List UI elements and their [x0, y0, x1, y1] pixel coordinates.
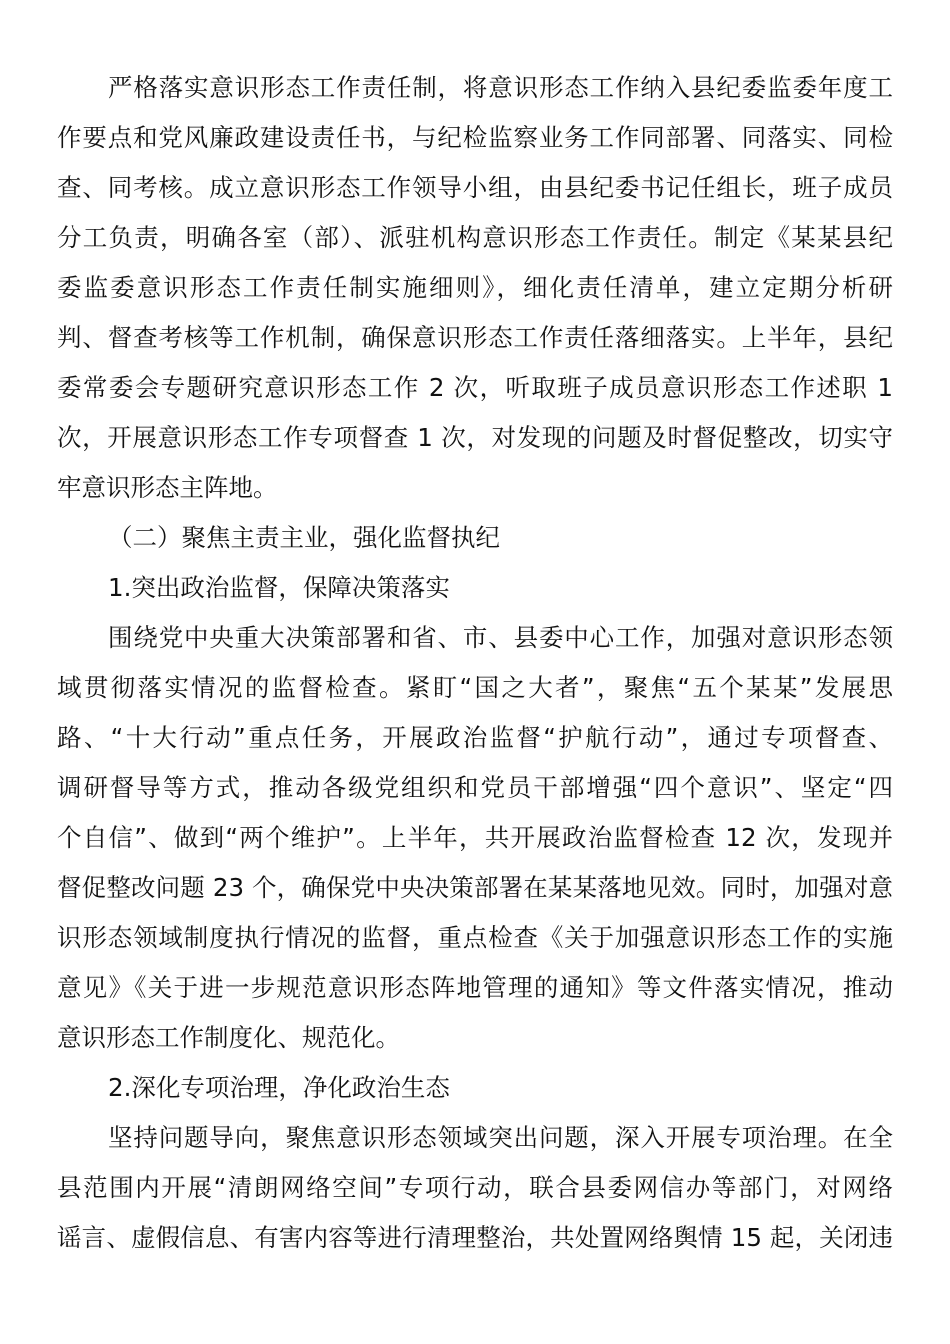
text-line: 谣言、虚假信息、有害内容等进行清理整治，共处置网络舆情 15 起，关闭违 [57, 1223, 893, 1252]
text-line: 次，开展意识形态工作专项督查 1 次，对发现的问题及时督促整改，切实守 [57, 423, 893, 452]
text-line: 围绕党中央重大决策部署和省、市、县委中心工作，加强对意识形态领 [108, 623, 893, 652]
text-line: 分工负责，明确各室（部）、派驻机构意识形态工作责任。制定《某某县纪 [57, 223, 893, 252]
section-heading: （二）聚焦主责主业，强化监督执纪 [108, 523, 500, 552]
subsection-heading: 1.突出政治监督，保障决策落实 [108, 573, 450, 602]
text-line: 县范围内开展“清朗网络空间”专项行动，联合县委网信办等部门，对网络 [57, 1173, 893, 1202]
text-line: 督促整改问题 23 个，确保党中央决策部署在某某落地见效。同时，加强对意 [57, 873, 893, 902]
text-line: 严格落实意识形态工作责任制，将意识形态工作纳入县纪委监委年度工 [108, 73, 893, 102]
text-line: 委常委会专题研究意识形态工作 2 次，听取班子成员意识形态工作述职 1 [57, 373, 893, 402]
text-line: 牢意识形态主阵地。 [57, 473, 278, 502]
text-line: 意识形态工作制度化、规范化。 [57, 1023, 400, 1052]
text-line: 域贯彻落实情况的监督检查。紧盯“国之大者”，聚焦“五个某某”发展思 [57, 673, 893, 702]
subsection-heading: 2.深化专项治理，净化政治生态 [108, 1073, 450, 1102]
text-line: 个自信”、做到“两个维护”。上半年，共开展政治监督检查 12 次，发现并 [57, 823, 893, 852]
text-line: 路、“十大行动”重点任务，开展政治监督“护航行动”，通过专项督查、 [57, 723, 893, 752]
text-line: 查、同考核。成立意识形态工作领导小组，由县纪委书记任组长，班子成员 [57, 173, 893, 202]
text-line: 坚持问题导向，聚焦意识形态领域突出问题，深入开展专项治理。在全 [108, 1123, 893, 1152]
text-line: 调研督导等方式，推动各级党组织和党员干部增强“四个意识”、坚定“四 [57, 773, 893, 802]
text-line: 意见》《关于进一步规范意识形态阵地管理的通知》等文件落实情况，推动 [57, 973, 893, 1002]
text-line: 委监委意识形态工作责任制实施细则》，细化责任清单，建立定期分析研 [57, 273, 893, 302]
text-line: 识形态领域制度执行情况的监督，重点检查《关于加强意识形态工作的实施 [57, 923, 893, 952]
text-line: 作要点和党风廉政建设责任书，与纪检监察业务工作同部署、同落实、同检 [57, 123, 893, 152]
text-line: 判、督查考核等工作机制，确保意识形态工作责任落细落实。上半年，县纪 [57, 323, 893, 352]
